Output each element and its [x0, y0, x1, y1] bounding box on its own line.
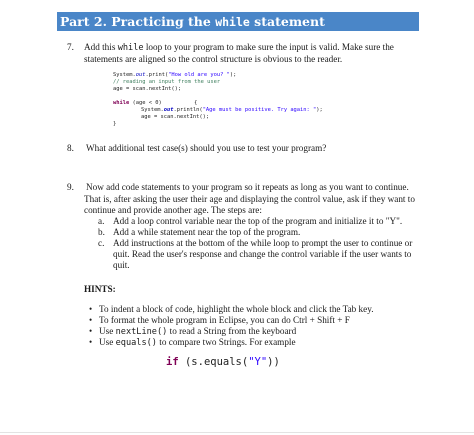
code-l6-out: out [163, 107, 174, 113]
hint-code-equals: equals() [115, 338, 157, 348]
step-text: Add a loop control variable near the top of the program and initialize it to "Y". [113, 216, 403, 226]
bullet-icon: • [89, 326, 93, 336]
code-line-6 [141, 107, 323, 114]
code-l1-a: System. [113, 72, 136, 78]
bullet-icon: • [89, 304, 93, 314]
q7-line1 [84, 42, 394, 55]
example-if-keyword: if [166, 356, 179, 368]
step-letter: a. [98, 216, 105, 226]
hints-title: HINTS: [84, 284, 116, 294]
bullet-icon: • [89, 315, 93, 325]
example-code-a: (s.equals( [178, 356, 249, 368]
code-l6-b: .println( [173, 107, 203, 113]
code-line-8: } [113, 121, 117, 127]
code-l1-b: .print( [145, 72, 169, 78]
q7-line1-a: Add this [84, 42, 118, 52]
code-l1-string: "How old are you? " [168, 72, 230, 78]
code-while-keyword: while [113, 100, 130, 106]
step-text: quit. [113, 260, 130, 270]
step-text: Add instructions at the bottom of the while loop to prompt the user to continue or [113, 238, 413, 248]
q7-line1-b: loop to your program to make sure the input is valid. Make sure the [143, 42, 394, 52]
section-title-prefix: Part 2. Practicing the [60, 14, 216, 29]
section-header [57, 12, 419, 31]
hint-pre: Use [99, 326, 116, 336]
code-line-2: // reading an input from the user [113, 79, 221, 85]
q9-line3: continue and provide another age. The steps are: [84, 205, 262, 215]
step-text: quit. Read the user's response and change the control variable if the user wants to [113, 249, 412, 259]
code-line-7: age = scan.nextInt(); [141, 114, 210, 120]
bullet-icon: • [89, 337, 93, 347]
code-l6-string: "Age must be positive. Try again: " [202, 107, 317, 113]
code-line-1 [113, 72, 236, 79]
example-string: "Y" [248, 356, 268, 368]
code-l6-c: ); [316, 107, 323, 113]
section-title-code: while [215, 15, 250, 29]
step-letter: b. [98, 227, 105, 237]
q9-line2: That is, after asking the user their age and displaying the control value, ask if they want to [84, 194, 415, 204]
code-l1-c: ); [229, 72, 237, 78]
step-letter: c. [98, 238, 105, 248]
hint-post: to compare two Strings. For example [157, 337, 296, 347]
q8-number: 8. [67, 143, 74, 153]
q7-number: 7. [67, 42, 74, 52]
step-text: Add a while statement near the top of the program. [113, 227, 301, 237]
q7-inline-code: while [117, 43, 144, 53]
q9-number: 9. [67, 182, 74, 192]
code-l6-a: System. [141, 107, 164, 113]
hint-item: To format the whole program in Eclipse, you can do Ctrl + Shift + F [99, 315, 350, 325]
code-l5-rest: (age < 0) { [129, 100, 198, 106]
hint-pre: Use [99, 337, 116, 347]
page-divider [0, 432, 474, 433]
example-code [166, 356, 280, 369]
example-code-b: )) [267, 356, 280, 368]
section-title-suffix: statement [249, 14, 325, 29]
q9-line1: Now add code statements to your program so it repeats as long as you want to continue. [86, 182, 409, 192]
hint-code-nextline: nextLine() [115, 327, 168, 337]
code-line-3: age = scan.nextInt(); [113, 86, 182, 92]
code-line-5 [113, 100, 197, 107]
code-l1-out: out [135, 72, 146, 78]
hint-item [99, 337, 296, 350]
q7-line2: statements are aligned so the control structure is obvious to the reader. [84, 54, 343, 64]
hint-post: to read a String from the keyboard [167, 326, 297, 336]
q8-text: What additional test case(s) should you use to test your program? [86, 143, 327, 153]
hint-item: To indent a block of code, highlight the whole block and click the Tab key. [99, 304, 374, 314]
